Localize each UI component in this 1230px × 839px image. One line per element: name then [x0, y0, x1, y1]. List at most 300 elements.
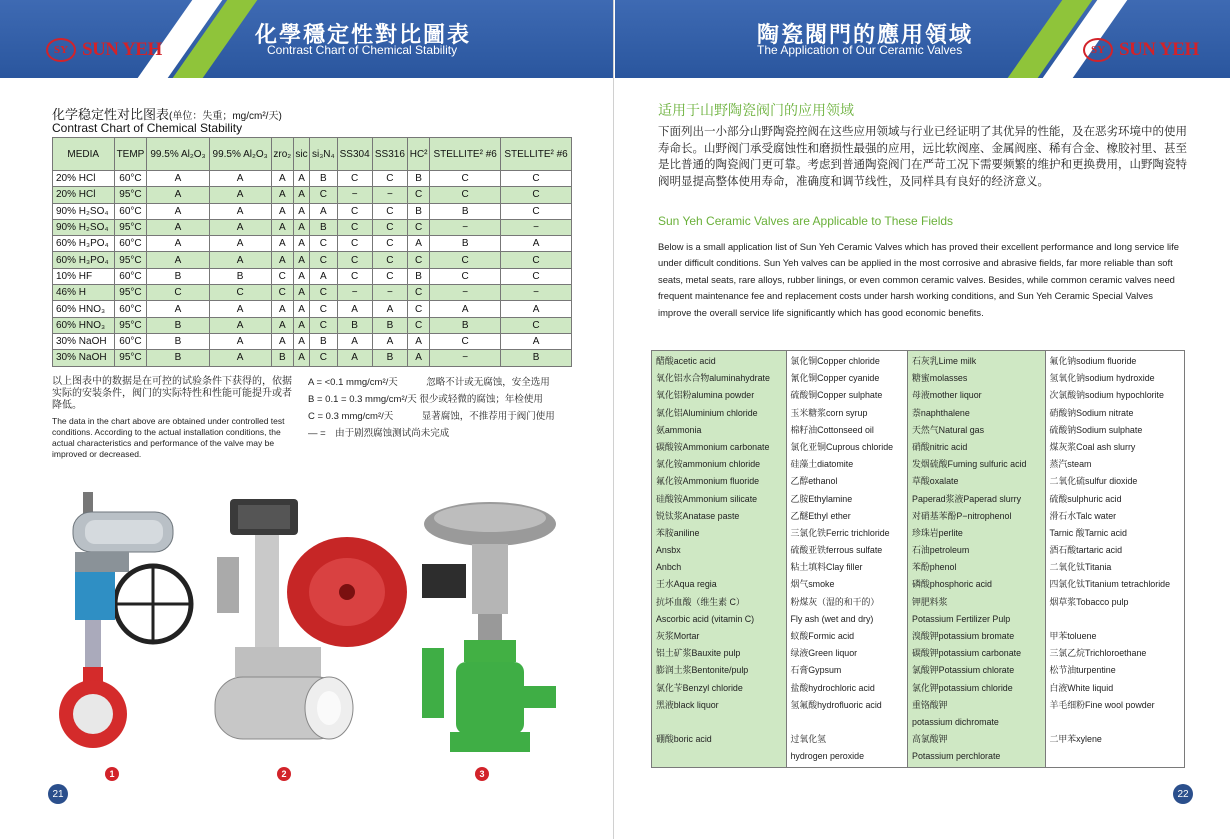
chemical-stability-table [52, 137, 572, 367]
rating-cell: A [209, 171, 271, 187]
application-item: 王水Aqua regia [656, 579, 717, 590]
rating-cell: C [337, 236, 372, 252]
rating-cell: A [147, 171, 209, 187]
section-title-en: Sun Yeh Ceramic Valves are Applicable to These Fields [658, 214, 954, 228]
rating-cell: A [408, 350, 430, 366]
table-row [53, 219, 572, 235]
table-row [53, 236, 572, 252]
rating-cell: C [501, 317, 572, 333]
media-cell: 30% NaOH [53, 350, 115, 366]
left-header-bar [0, 0, 613, 78]
legend-dash: — = 由于剧烈腐蚀测试尚未完成 [308, 428, 450, 440]
rating-cell: 95°C [114, 252, 147, 268]
application-item: 氢氧化钠sodium hydroxide [1049, 373, 1155, 384]
application-item: 碳酸铵Ammonium carbonate [656, 441, 770, 452]
intro-paragraph-en: Below is a small application list of Sun Yeh Ceramic Valves which has proved their excellent performance and long service life under difficult conditions. Sun Yeh valves can be applied in the most corrosive and abrasive fields, far more reliable than soft seats, metal seats, rare alloys, rubber linings, or even common ceramic valves. Besides, while common ceramic valves need frequent maintenance fee and replacement costs under harsh working conditions, and Sun Yeh Ceramic Special Valves improve the overall service life significantly which has good economic benefits. [658, 241, 1179, 318]
media-cell: 60% H₃PO₄ [53, 252, 115, 268]
rating-cell: C [310, 252, 337, 268]
rating-cell: A [271, 219, 293, 235]
application-item [791, 714, 904, 731]
rating-cell: A [271, 236, 293, 252]
page-number-left: 21 [48, 784, 68, 804]
application-item: Anbch [656, 562, 682, 573]
intro-paragraph-cn: 下面列出一小部分山野陶瓷控阀在这些应用领域与行业已经证明了其优异的性能，及在恶劣环境中的使用寿命长。山野阀门承受腐蚀性和磨损性最强的应用，远比软阀座、金属阀座、稀有合金、橡胶衬里、甚至是比普通的陶瓷阀门更可靠。考虑到普通陶瓷阀门在严苛工况下需要频繁的维护和更换费用，山野陶瓷特阀明显提高整体使用寿命，准确度和调节线性，及同样具有良好的经济意义。 [658, 126, 1187, 188]
rating-cell: B [310, 219, 337, 235]
rating-cell: A [337, 301, 372, 317]
brand-name: SUN YEH [1119, 39, 1199, 60]
rating-cell: C [408, 317, 430, 333]
rating-cell: A [310, 268, 337, 284]
application-column-2 [787, 351, 909, 767]
rating-cell: C [501, 268, 572, 284]
application-item: 玉米糖浆corn syrup [790, 407, 868, 418]
rating-cell: 60°C [114, 171, 147, 187]
table-header-row [53, 138, 572, 171]
rating-cell: A [209, 203, 271, 219]
table-title-cn-text: 化学稳定性对比图表 [52, 107, 170, 122]
media-cell: 46% H [53, 285, 115, 301]
application-item: 二氧化硫sulfur dioxide [1049, 476, 1138, 487]
rating-cell: C [337, 171, 372, 187]
rating-cell: C [310, 301, 337, 317]
application-item: 高氯酸钾 [912, 734, 948, 745]
left-page [0, 0, 614, 839]
application-item: 烟草浆Tobacco pulp [1049, 596, 1129, 607]
application-item: 萘naphthalene [912, 407, 970, 418]
rating-cell: A [408, 333, 430, 349]
rating-cell: A [372, 333, 407, 349]
rating-cell: C [271, 285, 293, 301]
brand-seal-icon: SY [1083, 38, 1113, 62]
rating-cell: B [372, 350, 407, 366]
rating-cell: − [501, 219, 572, 235]
application-item: 发烟硫酸Fuming sulfuric acid [912, 459, 1027, 470]
application-item: 氨ammonia [656, 424, 702, 435]
application-item: 氢氟酸hydrofluoric acid [790, 699, 882, 710]
rating-cell: C [147, 285, 209, 301]
rating-cell: A [271, 333, 293, 349]
rating-cell: B [408, 203, 430, 219]
table-row [53, 203, 572, 219]
application-item: 硅酸铵Ammonium silicate [656, 493, 758, 504]
rating-cell: A [293, 252, 309, 268]
rating-cell: C [337, 252, 372, 268]
rating-cell: A [293, 268, 309, 284]
rating-cell: A [209, 187, 271, 203]
application-item: Paperad浆液Paperad slurry [912, 493, 1022, 504]
rating-cell: A [372, 301, 407, 317]
rating-cell: A [293, 171, 309, 187]
rating-cell: A [293, 285, 309, 301]
rating-cell: A [209, 236, 271, 252]
page-title: 陶瓷閥門的應用領域 [757, 22, 974, 47]
butterfly-valve-image [55, 492, 195, 754]
rating-cell: C [372, 171, 407, 187]
rating-cell: A [293, 350, 309, 366]
rating-cell: C [337, 268, 372, 284]
media-cell: 90% H₂SO₄ [53, 203, 115, 219]
media-cell: 10% HF [53, 268, 115, 284]
application-item: 硝酸nitric acid [912, 441, 968, 452]
application-item: 氰化铜Copper cyanide [790, 373, 880, 384]
rating-cell: C [271, 268, 293, 284]
rating-cell: B [147, 317, 209, 333]
rating-cell: A [209, 252, 271, 268]
rating-cell: B [501, 350, 572, 366]
application-item: Fly ash (wet and dry) [790, 613, 874, 624]
application-item [1050, 611, 1180, 628]
media-cell: 60% H₃PO₄ [53, 236, 115, 252]
table-row [53, 187, 572, 203]
rating-cell: A [209, 219, 271, 235]
rating-cell: B [430, 317, 501, 333]
rating-cell: A [271, 252, 293, 268]
application-item: 三氯乙烷Trichloroethane [1049, 648, 1147, 659]
rating-cell: 60°C [114, 301, 147, 317]
rating-cell: C [408, 252, 430, 268]
application-item: 钾肥料浆 [912, 596, 948, 607]
rating-cell: 95°C [114, 285, 147, 301]
application-item: 二氧化钛Titania [1049, 562, 1112, 573]
application-column-3 [908, 351, 1045, 767]
rating-cell: C [430, 268, 501, 284]
rating-cell: B [147, 333, 209, 349]
rating-cell: − [372, 187, 407, 203]
application-item: 氯化铵ammonium chloride [656, 459, 761, 470]
rating-cell: A [293, 301, 309, 317]
right-page [615, 0, 1230, 839]
application-item: 四氯化钛Titanium tetrachloride [1049, 579, 1171, 590]
media-cell: 90% H₂SO₄ [53, 219, 115, 235]
application-item: Potassium perchlorate [912, 751, 1001, 762]
rating-cell: C [337, 203, 372, 219]
right-header-bar [615, 0, 1230, 78]
rating-cell: C [310, 317, 337, 333]
application-list-table [651, 350, 1185, 768]
application-item: 二甲苯xylene [1049, 734, 1102, 745]
media-cell: 20% HCl [53, 187, 115, 203]
rating-cell: A [293, 236, 309, 252]
application-column-4 [1046, 351, 1184, 767]
valve-2-badge: 2 [277, 767, 291, 781]
rating-cell: A [147, 252, 209, 268]
application-item: 硼酸boric acid [656, 734, 712, 745]
rating-cell: C [337, 219, 372, 235]
application-item: 蚁酸Formic acid [790, 631, 855, 641]
legend-c: C = 0.3 mmg/cm²/天 显著腐蚀，不推荐用于阀门使用 [308, 411, 555, 423]
rating-cell: C [372, 252, 407, 268]
application-item: 过氧化氢 [790, 734, 826, 745]
application-item: 膨润土浆Bentonite/pulp [656, 665, 749, 676]
rating-cell: B [147, 350, 209, 366]
rating-cell: 60°C [114, 333, 147, 349]
rating-cell: C [408, 301, 430, 317]
column-header: si₃N₄ [310, 138, 337, 171]
application-item: 氧化铝粉alumina powder [656, 390, 755, 401]
application-item: 乙醇ethanol [790, 476, 838, 487]
brand-seal-icon: SY [46, 38, 76, 62]
rating-cell: 95°C [114, 187, 147, 203]
ball-valve-image [205, 497, 410, 759]
page-subtitle: Contrast Chart of Chemical Stability [267, 43, 458, 57]
rating-cell: A [147, 219, 209, 235]
rating-cell: A [408, 236, 430, 252]
rating-cell: C [501, 203, 572, 219]
rating-cell: C [430, 171, 501, 187]
application-item: 滑石水Talc water [1049, 510, 1117, 521]
column-header: SS316 [372, 138, 407, 171]
application-item: 氯化钾potassium chloride [912, 682, 1013, 693]
application-item: 硅藻土diatomite [790, 459, 854, 470]
application-item: 抗坏血酸（维生素 C） [656, 596, 745, 607]
rating-cell: B [430, 203, 501, 219]
rating-cell: − [430, 285, 501, 301]
page-title: 化學穩定性對比圖表 [255, 22, 472, 47]
rating-cell: C [372, 203, 407, 219]
rating-cell: C [501, 171, 572, 187]
globe-valve-image [420, 496, 560, 758]
column-header: STELLITE² #6 [430, 138, 501, 171]
rating-cell: A [293, 333, 309, 349]
application-item: 羊毛细粉Fine wool powder [1049, 699, 1155, 710]
rating-cell: 95°C [114, 219, 147, 235]
note-en: The data in the chart above are obtained under controlled test conditions. According to the actual installation conditions, the actual characteristics and performance of the valve may be improved or decreased. [52, 416, 285, 459]
application-item: Ansbx [656, 545, 681, 556]
brand-name: SUN YEH [82, 39, 162, 60]
rating-cell: B [310, 333, 337, 349]
application-item: 绿液Green liquor [790, 648, 858, 659]
table-title-en: Contrast Chart of Chemical Stability [52, 121, 243, 135]
application-column-1 [652, 351, 787, 767]
application-item: 酒石酸tartaric acid [1049, 545, 1123, 556]
rating-cell: 95°C [114, 317, 147, 333]
rating-cell: C [310, 236, 337, 252]
application-item: 碳酸钾potassium carbonate [912, 648, 1022, 659]
application-item: 石灰乳Lime milk [912, 356, 977, 366]
rating-cell: C [430, 252, 501, 268]
rating-cell: C [372, 268, 407, 284]
application-item: 黑液black liquor [656, 699, 719, 710]
rating-cell: A [430, 301, 501, 317]
application-item: potassium dichromate [912, 716, 999, 727]
application-item: 糖蜜molasses [912, 373, 968, 384]
valve-3-badge: 3 [475, 767, 489, 781]
application-item: 盐酸hydrochloric acid [790, 682, 875, 693]
application-item: 天然气Natural gas [912, 424, 985, 435]
rating-cell: A [337, 350, 372, 366]
application-item: 苯酚phenol [912, 562, 957, 573]
column-header: sic [293, 138, 309, 171]
rating-cell: A [271, 203, 293, 219]
column-header: TEMP [114, 138, 147, 171]
application-item: 氯化苄Benzyl chloride [656, 682, 743, 693]
rating-cell: 60°C [114, 203, 147, 219]
table-row [53, 301, 572, 317]
application-item: 硫酸钠Sodium sulphate [1049, 424, 1143, 435]
application-item: 甲苯toluene [1049, 631, 1097, 641]
rating-cell: A [501, 333, 572, 349]
application-item: 母液mother liquor [912, 390, 982, 401]
rating-cell: C [209, 285, 271, 301]
rating-cell: C [408, 219, 430, 235]
rating-cell: A [209, 333, 271, 349]
rating-cell: A [147, 203, 209, 219]
column-header: HC² [408, 138, 430, 171]
rating-cell: − [430, 219, 501, 235]
rating-cell: A [501, 236, 572, 252]
column-header: 99.5% Al₂O₃ [209, 138, 271, 171]
rating-cell: A [293, 317, 309, 333]
rating-cell: B [271, 350, 293, 366]
rating-cell: C [310, 350, 337, 366]
column-header: STELLITE² #6 [501, 138, 572, 171]
application-item: 氯化铝Aluminium chloride [656, 407, 758, 418]
rating-cell: C [501, 252, 572, 268]
column-header: SS304 [337, 138, 372, 171]
table-row [53, 317, 572, 333]
application-item: 白液White liquid [1049, 682, 1114, 693]
application-item: 蒸汽steam [1049, 459, 1092, 470]
application-item: 松节油turpentine [1049, 665, 1116, 676]
application-item: 粉煤灰（湿的和干的） [790, 596, 880, 607]
application-item: Potassium Fertilizer Pulp [912, 613, 1011, 624]
application-item: 重铬酸钾 [912, 699, 948, 710]
application-item: 氯化亚铜Cuprous chloride [790, 441, 894, 452]
application-item: 三氯化铁Ferric trichloride [790, 527, 890, 538]
application-item: Ascorbic acid (vitamin C) [656, 613, 755, 624]
application-item [1050, 714, 1180, 731]
table-row [53, 333, 572, 349]
application-item: 乙胺Ethylamine [790, 493, 853, 504]
rating-cell: A [209, 350, 271, 366]
rating-cell: C [310, 187, 337, 203]
media-cell: 20% HCl [53, 171, 115, 187]
application-item: 珍珠岩perlite [912, 527, 963, 538]
section-title-cn: 适用于山野陶瓷阀门的应用领域 [658, 102, 854, 118]
application-item: 氟化铵Ammonium fluoride [656, 476, 760, 487]
application-item: 磷酸phosphoric acid [912, 579, 992, 590]
application-item: 氯酸钾Potassium chlorate [912, 665, 1015, 676]
application-item: 硝酸钠Sodium nitrate [1049, 407, 1134, 418]
rating-cell: A [271, 171, 293, 187]
rating-cell: C [430, 333, 501, 349]
table-row [53, 268, 572, 284]
table-title-unit: (单位：失重；mg/cm²/天) [169, 111, 282, 122]
application-item: hydrogen peroxide [790, 751, 865, 762]
rating-cell: A [271, 301, 293, 317]
media-cell: 60% HNO₃ [53, 317, 115, 333]
rating-cell: C [430, 187, 501, 203]
application-item: 烟气smoke [790, 579, 835, 590]
rating-cell: A [293, 187, 309, 203]
page-subtitle: The Application of Our Ceramic Valves [757, 43, 963, 57]
application-item: 乙醚Ethyl ether [790, 510, 851, 521]
application-item: 硫酸sulphuric acid [1049, 493, 1122, 504]
application-item: 硫酸亚铁ferrous sulfate [790, 545, 883, 556]
column-header: 99.5% Al₂O₃ [147, 138, 209, 171]
media-cell: 60% HNO₃ [53, 301, 115, 317]
page-number-right: 22 [1173, 784, 1193, 804]
application-item: 石膏Gypsum [790, 665, 842, 676]
rating-cell: A [293, 203, 309, 219]
rating-cell: − [337, 187, 372, 203]
application-item: Tarnic 酸Tarnic acid [1049, 527, 1127, 538]
rating-cell: 95°C [114, 350, 147, 366]
application-item [656, 714, 782, 731]
rating-cell: A [209, 317, 271, 333]
rating-cell: A [293, 219, 309, 235]
application-item: 氟化钠sodium fluoride [1049, 356, 1137, 366]
rating-cell: A [147, 236, 209, 252]
note-cn: 以上图表中的数据是在可控的试验条件下获得的，依据实际的安装条件，阀门的实际特性和性能可能提升或者降低。 [52, 376, 292, 411]
rating-cell: B [408, 171, 430, 187]
brand-logo [1083, 38, 1199, 62]
rating-cell: C [408, 187, 430, 203]
application-item: 灰浆Mortar [656, 631, 700, 641]
table-row [53, 350, 572, 366]
rating-cell: B [209, 268, 271, 284]
application-item: 氯化铜Copper chloride [790, 356, 880, 366]
rating-cell: − [501, 285, 572, 301]
rating-cell: − [430, 350, 501, 366]
table-row [53, 285, 572, 301]
rating-cell: A [501, 301, 572, 317]
rating-cell: A [271, 187, 293, 203]
rating-cell: C [408, 285, 430, 301]
table-row [53, 252, 572, 268]
application-item: 煤灰浆Coal ash slurry [1049, 441, 1136, 452]
rating-cell: − [337, 285, 372, 301]
valve-1-badge: 1 [105, 767, 119, 781]
rating-cell: B [310, 171, 337, 187]
application-item: 硫酸铜Copper sulphate [790, 390, 883, 401]
rating-cell: B [337, 317, 372, 333]
brand-logo [46, 38, 162, 62]
application-item: 锐钛浆Anatase paste [656, 510, 740, 521]
column-header: MEDIA [53, 138, 115, 171]
rating-legend [308, 377, 576, 445]
legend-a: A = <0.1 mmg/cm²/天 忽略不计或无腐蚀，安全选用 [308, 377, 550, 388]
rating-cell: 60°C [114, 268, 147, 284]
rating-cell: B [408, 268, 430, 284]
table-row [53, 171, 572, 187]
application-item: 苯胺aniline [656, 527, 700, 538]
application-item: 铝土矿浆Bauxite pulp [656, 648, 741, 659]
application-item: 氧化铝水合物aluminahydrate [656, 373, 770, 384]
application-item: 醋酸acetic acid [656, 356, 716, 366]
rating-cell: A [147, 301, 209, 317]
column-header: zro₂ [271, 138, 293, 171]
rating-cell: A [271, 317, 293, 333]
rating-cell: A [337, 333, 372, 349]
application-item: 粘土填料Clay filler [790, 562, 863, 573]
application-item: 石油petroleum [912, 545, 970, 556]
rating-cell: B [372, 317, 407, 333]
rating-cell: C [372, 236, 407, 252]
media-cell: 30% NaOH [53, 333, 115, 349]
application-item: 棉籽油Cottonseed oil [790, 424, 874, 435]
rating-cell: A [310, 203, 337, 219]
rating-cell: A [147, 187, 209, 203]
rating-cell: C [310, 285, 337, 301]
rating-cell: B [430, 236, 501, 252]
application-item: 溴酸钾potassium bromate [912, 631, 1015, 641]
rating-cell: A [209, 301, 271, 317]
rating-cell: − [372, 285, 407, 301]
rating-cell: C [501, 187, 572, 203]
rating-cell: 60°C [114, 236, 147, 252]
application-item: 次氯酸钠sodium hypochlorite [1049, 390, 1164, 401]
